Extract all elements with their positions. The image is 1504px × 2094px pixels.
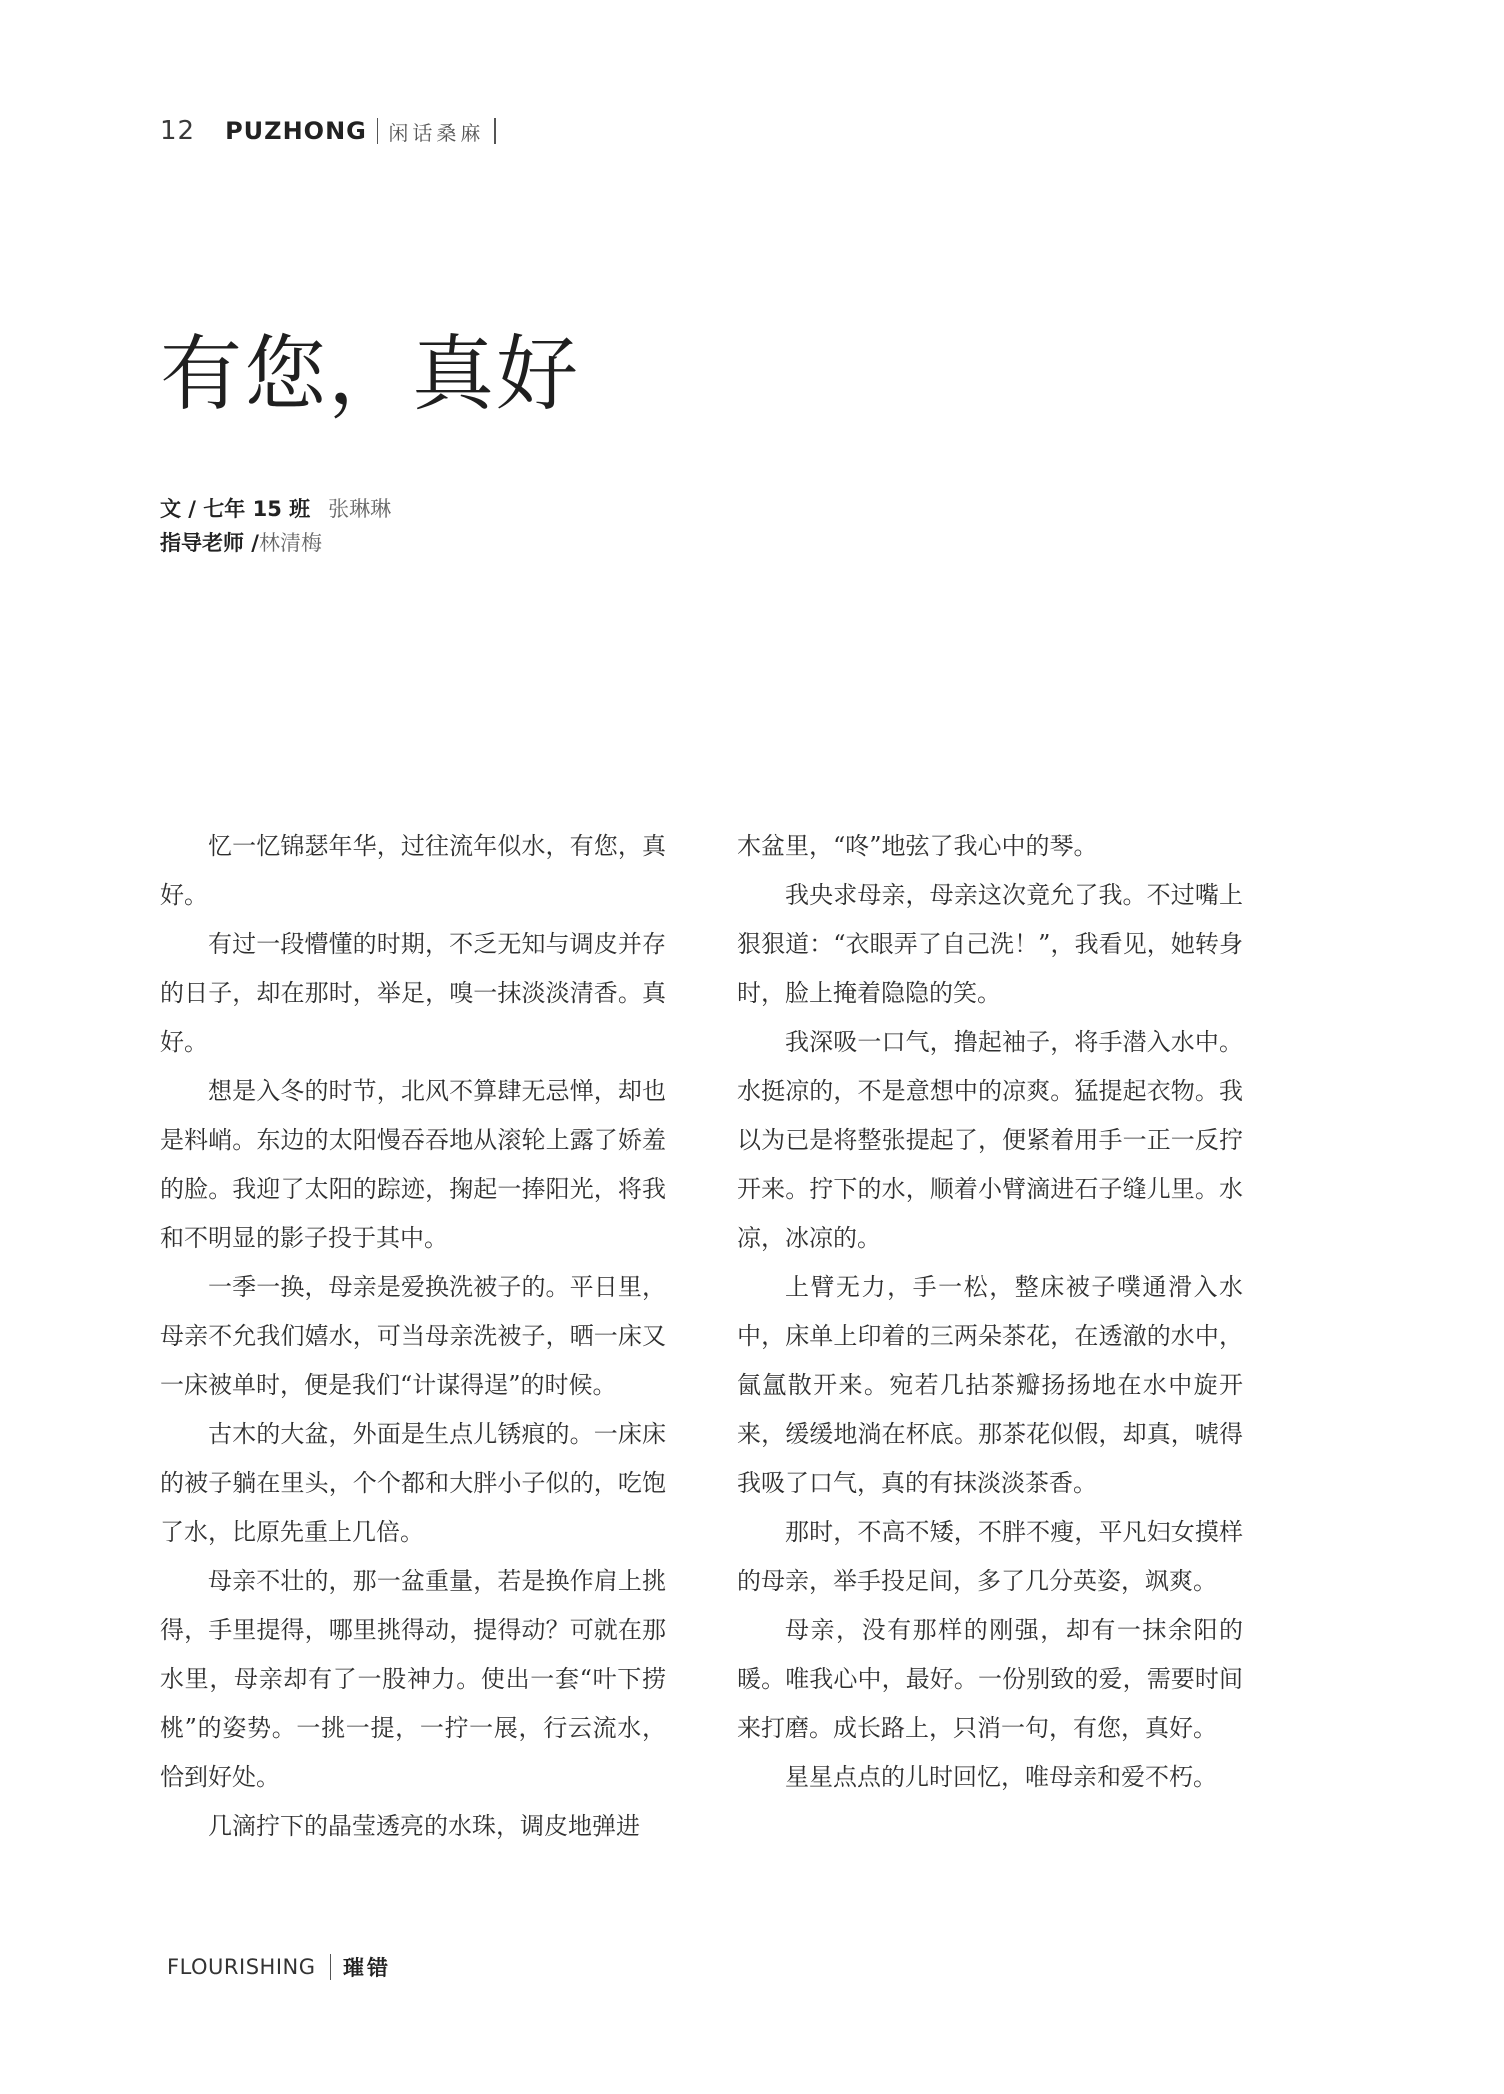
- paragraph: 有过一段懵懂的时期，不乏无知与调皮并存的日子，却在那时，举足，嗅一抹淡淡清香。真好。: [160, 930, 666, 1056]
- paragraph: 我央求母亲，母亲这次竟允了我。不过嘴上狠狠道：“衣眼弄了自己洗！”，我看见，她转身时，脸上掩着隐隐的笑。: [737, 881, 1243, 1007]
- article-byline: [160, 492, 391, 560]
- teacher-name: 林清梅: [258, 531, 322, 555]
- paragraph: 古木的大盆，外面是生点儿锈痕的。一床床的被子躺在里头，个个都和大胖小子似的，吃饱了水，比原先重上几倍。: [160, 1420, 666, 1546]
- paragraph: 母亲不壮的，那一盆重量，若是换作肩上挑得，手里提得，哪里挑得动，提得动？可就在那水里，母亲却有了一股神力。使出一套“叶下捞桃”的姿势。一挑一提，一拧一展，行云流水，恰到好处。: [160, 1567, 666, 1791]
- teacher-line: [160, 526, 391, 560]
- footer-divider: [330, 1954, 332, 1980]
- body-column-left: [160, 822, 666, 1851]
- paragraph-continuation: 木盆里，“咚”地弦了我心中的琴。: [737, 832, 1098, 860]
- paragraph: 想是入冬的时节，北风不算肆无忌惮，却也是料峭。东边的太阳慢吞吞地从滚轮上露了娇羞的脸。我迎了太阳的踪迹，掬起一捧阳光，将我和不明显的影子投于其中。: [160, 1077, 666, 1252]
- page-number: 12: [160, 116, 196, 146]
- paragraph: 我深吸一口气，撸起袖子，将手潜入水中。水挺凉的，不是意想中的凉爽。猛提起衣物。我以为已是将整张提起了，便紧着用手一正一反拧开来。拧下的水，顺着小臂滴进石子缝儿里。水凉，冰凉的。: [737, 1028, 1243, 1252]
- author-line: [160, 492, 391, 526]
- footer-section: 璀错: [343, 1956, 392, 1980]
- author-name: 张琳琳: [328, 497, 392, 521]
- paragraph: 几滴拧下的晶莹透亮的水珠，调皮地弹进: [208, 1812, 640, 1840]
- body-column-right: [737, 822, 1243, 1802]
- page-footer: [167, 1950, 391, 1984]
- paragraph: 那时，不高不矮，不胖不瘦，平凡妇女摸样的母亲，举手投足间，多了几分英姿，飒爽。: [737, 1518, 1243, 1595]
- footer-brand: FLOURISHING: [167, 1955, 316, 1979]
- header-divider: [377, 118, 379, 144]
- teacher-label: 指导老师 /: [160, 531, 259, 555]
- header-divider-end: [494, 118, 496, 144]
- paragraph: 星星点点的儿时回忆，唯母亲和爱不朽。: [785, 1763, 1217, 1791]
- page-header: [160, 114, 506, 148]
- paragraph: 母亲，没有那样的刚强，却有一抹余阳的暖。唯我心中，最好。一份别致的爱，需要时间来打磨。成长路上，只消一句，有您，真好。: [737, 1616, 1243, 1742]
- author-label: 文 / 七年 15 班: [160, 497, 311, 521]
- paragraph: 忆一忆锦瑟年华，过往流年似水，有您，真好。: [160, 832, 666, 909]
- section-name: 闲话桑麻: [388, 120, 485, 145]
- magazine-brand: PUZHONG: [225, 117, 367, 145]
- article-title: 有您，真好: [160, 327, 581, 422]
- paragraph: 上臂无力，手一松，整床被子噗通滑入水中，床单上印着的三两朵茶花，在透澈的水中，氤氲散开来。宛若几拈茶瓣扬扬地在水中旋开来，缓缓地淌在杯底。那茶花似假，却真，唬得我吸了口气，真的有抹淡淡茶香。: [737, 1273, 1243, 1497]
- paragraph: 一季一换，母亲是爱换洗被子的。平日里，母亲不允我们嬉水，可当母亲洗被子，晒一床又一床被单时，便是我们“计谋得逞”的时候。: [160, 1273, 666, 1399]
